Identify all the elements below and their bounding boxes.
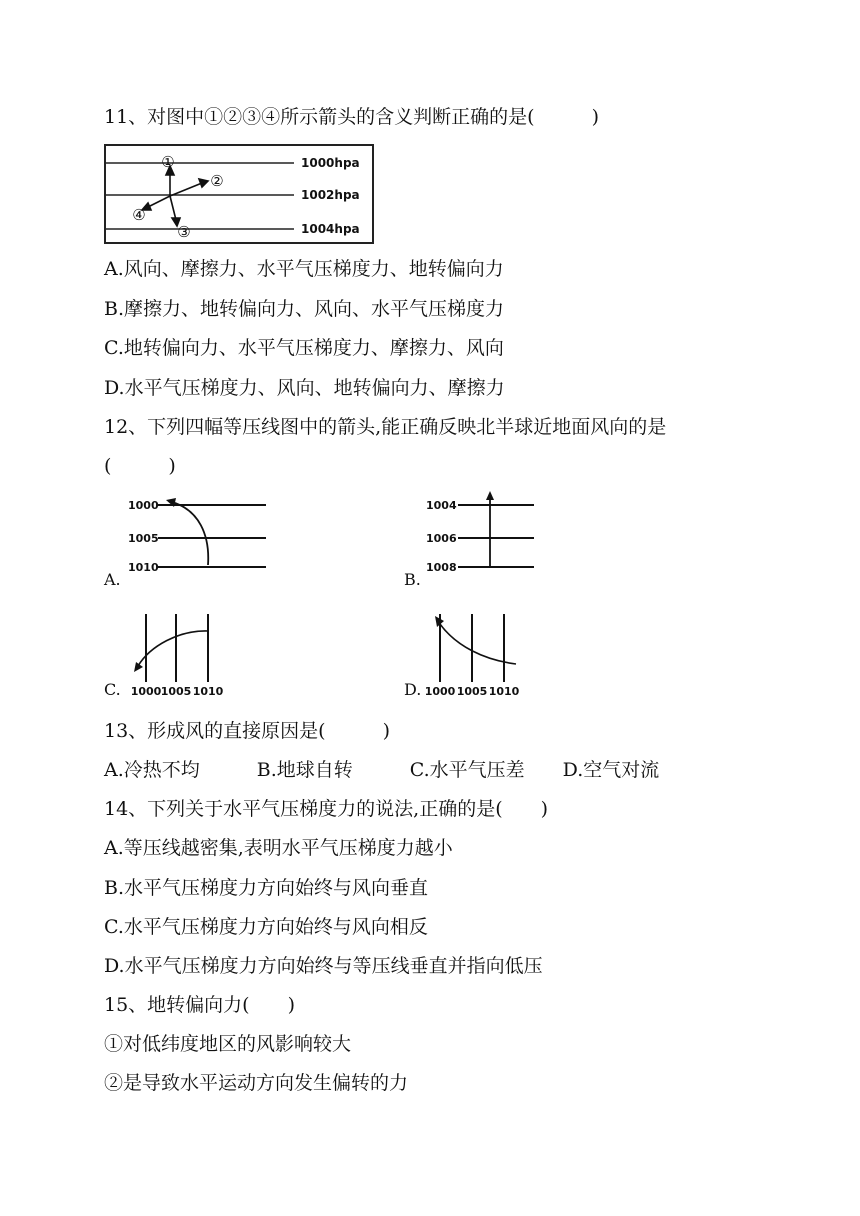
fig-d-value-3: 1010 (488, 685, 520, 698)
arrow-2 (170, 183, 202, 196)
q11-option-c: C.地转偏向力、水平气压梯度力、摩擦力、风向 (104, 337, 504, 359)
marker-2: ② (210, 172, 224, 190)
q12-figure-b (424, 488, 574, 583)
arrow-4 (148, 196, 170, 207)
q11-option-d: D.水平气压梯度力、风向、地转偏向力、摩擦力 (104, 377, 505, 399)
q12-figure-d (424, 608, 574, 700)
fig-b-value-2: 1006 (426, 532, 457, 545)
fig-d-value-2: 1005 (456, 685, 488, 698)
fig-a-value-1: 1000 (128, 499, 159, 512)
marker-4: ④ (132, 206, 146, 224)
fig-b-value-3: 1008 (426, 561, 457, 574)
q13-stem: 13、形成风的直接原因是( ) (104, 720, 391, 742)
q14-stem: 14、下列关于水平气压梯度力的说法,正确的是( ) (104, 798, 549, 820)
q12-label-d: D. (404, 680, 422, 699)
q14-option-d: D.水平气压梯度力方向始终与等压线垂直并指向低压 (104, 955, 543, 977)
q12-stem-line2: ( ) (104, 455, 176, 477)
fig-c-value-2: 1005 (160, 685, 192, 698)
marker-1: ① (161, 153, 175, 171)
q11-option-a: A.风向、摩擦力、水平气压梯度力、地转偏向力 (104, 258, 504, 280)
q14-option-c: C.水平气压梯度力方向始终与风向相反 (104, 916, 428, 938)
q12-figure-c (124, 608, 274, 700)
fig-d-value-1: 1000 (424, 685, 456, 698)
q15-item-2: ②是导致水平运动方向发生偏转的力 (104, 1072, 409, 1094)
q12-label-b: B. (404, 570, 421, 589)
q12-figure-a (124, 490, 274, 585)
q14-option-b: B.水平气压梯度力方向始终与风向垂直 (104, 877, 429, 899)
q14-option-a: A.等压线越密集,表明水平气压梯度力越小 (104, 837, 453, 859)
q12-label-a: A. (104, 570, 121, 589)
fig-a-wind-arrow (172, 502, 208, 565)
isobar-label-1000: 1000hpa (301, 156, 360, 170)
q12-stem-line1: 12、下列四幅等压线图中的箭头,能正确反映北半球近地面风向的是 (104, 416, 667, 438)
q12-label-c: C. (104, 680, 121, 699)
arrow-3 (170, 196, 176, 220)
fig-c-wind-arrow (138, 631, 208, 666)
q15-item-1: ①对低纬度地区的风影响较大 (104, 1033, 352, 1055)
q11-stem: 11、对图中①②③④所示箭头的含义判断正确的是( ) (104, 106, 600, 128)
fig-b-value-1: 1004 (426, 499, 457, 512)
isobar-label-1002: 1002hpa (301, 188, 360, 202)
q15-stem: 15、地转偏向力( ) (104, 994, 296, 1016)
q11-isobar-figure (104, 144, 374, 244)
fig-a-value-3: 1010 (128, 561, 159, 574)
isobar-label-1004: 1004hpa (301, 222, 360, 236)
marker-3: ③ (177, 223, 191, 241)
fig-c-value-1: 1000 (130, 685, 162, 698)
fig-c-value-3: 1010 (192, 685, 224, 698)
fig-a-value-2: 1005 (128, 532, 159, 545)
q13-options: A.冷热不均 B.地球自转 C.水平气压差 D.空气对流 (104, 759, 660, 781)
q11-option-b: B.摩擦力、地转偏向力、风向、水平气压梯度力 (104, 298, 505, 320)
